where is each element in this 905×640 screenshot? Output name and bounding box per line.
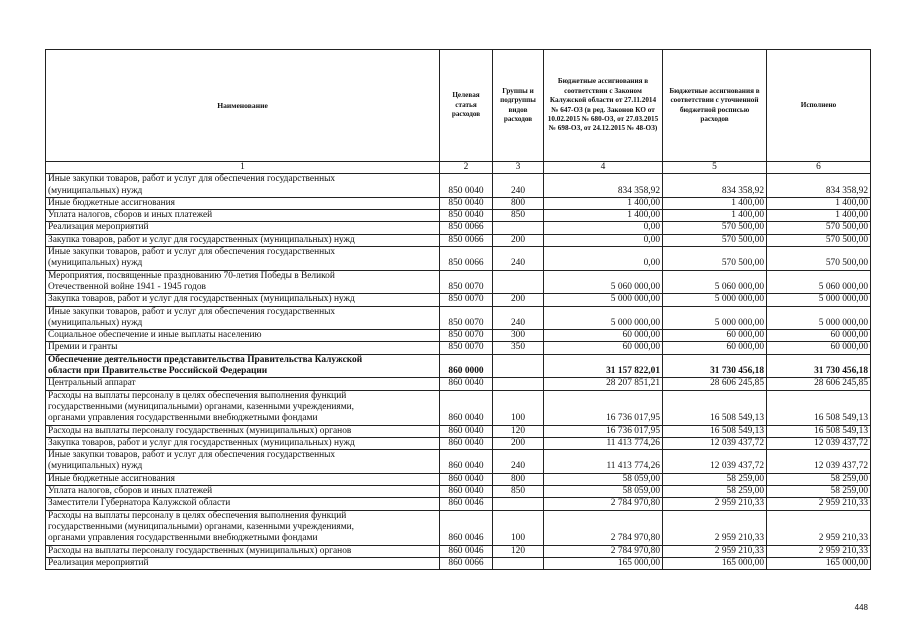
header-law-allocations: Бюджетные ассигнования в соответствии с Законом Калужской области от 27.11.2014 № 647-ОЗ (в ред. Законов КО от 10.02.2015 № 680-ОЗ, от 27.03.2015 № 698-ОЗ, от 24.12.2015 № 48-ОЗ) xyxy=(544,50,663,162)
row-law-allocation: 834 358,92 xyxy=(544,174,663,198)
row-updated-allocation: 16 508 549,13 xyxy=(663,425,767,437)
table-row xyxy=(46,222,871,234)
row-name-line: органами управления государственными внебюджетными фондами xyxy=(48,533,318,544)
table-row xyxy=(46,473,871,485)
page-number: 448 xyxy=(854,603,868,612)
row-name-line: Закупка товаров, работ и услуг для государственных (муниципальных) нужд xyxy=(48,234,355,245)
row-expense-group: 300 xyxy=(493,330,544,342)
budget-table xyxy=(45,49,871,570)
row-name-line: Расходы на выплаты персоналу в целях обеспечения выполнения функций xyxy=(48,390,347,401)
row-name xyxy=(46,486,440,498)
row-name xyxy=(46,306,440,330)
row-name xyxy=(46,270,440,294)
row-executed: 1 400,00 xyxy=(767,210,871,222)
row-target-article: 850 0040 xyxy=(440,174,493,198)
column-number: 1 xyxy=(46,162,440,174)
row-executed: 28 606 245,85 xyxy=(767,378,871,390)
row-name-line: Расходы на выплаты персоналу в целях обеспечения выполнения функций xyxy=(48,510,347,521)
row-expense-group: 850 xyxy=(493,210,544,222)
row-law-allocation: 2 784 970,80 xyxy=(544,498,663,510)
row-target-article: 860 0046 xyxy=(440,510,493,545)
row-name-line: (муниципальных) нужд xyxy=(48,185,143,196)
row-updated-allocation: 1 400,00 xyxy=(663,210,767,222)
table-row xyxy=(46,294,871,306)
table-row xyxy=(46,378,871,390)
row-law-allocation: 1 400,00 xyxy=(544,197,663,209)
row-name-line: Иные закупки товаров, работ и услуг для обеспечения государственных xyxy=(48,247,336,258)
row-name-line: Реализация мероприятий xyxy=(48,557,149,568)
table-row xyxy=(46,247,871,271)
row-target-article: 850 0070 xyxy=(440,330,493,342)
row-executed: 165 000,00 xyxy=(767,557,871,569)
row-executed: 2 959 210,33 xyxy=(767,545,871,557)
row-executed: 2 959 210,33 xyxy=(767,510,871,545)
table-row xyxy=(46,486,871,498)
row-name xyxy=(46,330,440,342)
row-updated-allocation: 834 358,92 xyxy=(663,174,767,198)
row-updated-allocation: 16 508 549,13 xyxy=(663,390,767,425)
table-row xyxy=(46,174,871,198)
header-target-article: Целевая статья расходов xyxy=(440,50,493,162)
row-updated-allocation: 570 500,00 xyxy=(663,247,767,271)
row-name xyxy=(46,545,440,557)
row-name-line: Иные бюджетные ассигнования xyxy=(48,473,175,484)
row-target-article: 860 0040 xyxy=(440,473,493,485)
row-expense-group: 240 xyxy=(493,306,544,330)
row-name-line: Уплата налогов, сборов и иных платежей xyxy=(48,210,213,221)
table-row xyxy=(46,330,871,342)
row-target-article: 850 0066 xyxy=(440,247,493,271)
row-updated-allocation: 570 500,00 xyxy=(663,222,767,234)
table-row xyxy=(46,437,871,449)
row-target-article: 850 0066 xyxy=(440,234,493,246)
row-name-line: Иные бюджетные ассигнования xyxy=(48,197,175,208)
row-executed: 2 959 210,33 xyxy=(767,498,871,510)
row-name-line: органами управления государственными внебюджетными фондами xyxy=(48,413,318,424)
table-row xyxy=(46,390,871,425)
column-number: 3 xyxy=(493,162,544,174)
row-name xyxy=(46,378,440,390)
row-expense-group: 100 xyxy=(493,510,544,545)
row-updated-allocation: 58 259,00 xyxy=(663,486,767,498)
row-name-line: Отечественной войне 1941 - 1945 годов xyxy=(48,281,206,292)
row-expense-group xyxy=(493,557,544,569)
row-law-allocation: 58 059,00 xyxy=(544,486,663,498)
row-updated-allocation: 570 500,00 xyxy=(663,234,767,246)
row-target-article: 860 0040 xyxy=(440,390,493,425)
row-executed: 5 000 000,00 xyxy=(767,306,871,330)
row-target-article: 850 0066 xyxy=(440,222,493,234)
row-law-allocation: 11 413 774,26 xyxy=(544,450,663,474)
row-target-article: 850 0070 xyxy=(440,294,493,306)
row-updated-allocation: 31 730 456,18 xyxy=(663,354,767,378)
row-law-allocation: 58 059,00 xyxy=(544,473,663,485)
row-name-line: Центральный аппарат xyxy=(48,378,136,389)
row-name xyxy=(46,450,440,474)
row-law-allocation: 5 000 000,00 xyxy=(544,306,663,330)
row-updated-allocation: 5 000 000,00 xyxy=(663,294,767,306)
row-name xyxy=(46,498,440,510)
row-expense-group xyxy=(493,498,544,510)
row-target-article: 860 0000 xyxy=(440,354,493,378)
row-executed: 58 259,00 xyxy=(767,473,871,485)
table-row xyxy=(46,210,871,222)
row-expense-group: 120 xyxy=(493,545,544,557)
row-name xyxy=(46,210,440,222)
row-expense-group: 100 xyxy=(493,390,544,425)
row-law-allocation: 2 784 970,80 xyxy=(544,545,663,557)
row-law-allocation: 5 000 000,00 xyxy=(544,294,663,306)
row-name-line: Иные закупки товаров, работ и услуг для обеспечения государственных xyxy=(48,174,336,185)
table-row xyxy=(46,270,871,294)
row-law-allocation: 0,00 xyxy=(544,222,663,234)
row-expense-group: 200 xyxy=(493,234,544,246)
row-name xyxy=(46,390,440,425)
row-name xyxy=(46,247,440,271)
row-expense-group: 240 xyxy=(493,247,544,271)
row-name-line: Закупка товаров, работ и услуг для государственных (муниципальных) нужд xyxy=(48,294,355,305)
row-name xyxy=(46,425,440,437)
row-name-line: государственными (муниципальными) органами, казенными учреждениями, xyxy=(48,401,355,412)
row-target-article: 860 0040 xyxy=(440,425,493,437)
row-name-line: Расходы на выплаты персоналу государственных (муниципальных) органов xyxy=(48,545,352,556)
row-law-allocation: 5 060 000,00 xyxy=(544,270,663,294)
row-law-allocation: 11 413 774,26 xyxy=(544,437,663,449)
row-law-allocation: 16 736 017,95 xyxy=(544,390,663,425)
row-updated-allocation: 5 000 000,00 xyxy=(663,306,767,330)
row-updated-allocation: 2 959 210,33 xyxy=(663,498,767,510)
table-row xyxy=(46,450,871,474)
header-executed: Исполнено xyxy=(767,50,871,162)
table-row xyxy=(46,510,871,545)
row-law-allocation: 60 000,00 xyxy=(544,342,663,354)
row-name-line: области при Правительстве Российской Федерации xyxy=(48,366,268,377)
header-updated-allocations: Бюджетные ассигнования в соответствии с уточненной бюджетной росписью расходов xyxy=(663,50,767,162)
row-updated-allocation: 12 039 437,72 xyxy=(663,450,767,474)
row-target-article: 850 0070 xyxy=(440,270,493,294)
row-executed: 58 259,00 xyxy=(767,486,871,498)
header-expense-groups: Группы и подгруппы видов расходов xyxy=(493,50,544,162)
row-expense-group: 350 xyxy=(493,342,544,354)
row-updated-allocation: 2 959 210,33 xyxy=(663,545,767,557)
row-executed: 570 500,00 xyxy=(767,247,871,271)
row-name xyxy=(46,294,440,306)
column-number: 2 xyxy=(440,162,493,174)
column-number: 6 xyxy=(767,162,871,174)
row-name-line: Иные закупки товаров, работ и услуг для обеспечения государственных xyxy=(48,450,336,461)
row-target-article: 850 0040 xyxy=(440,197,493,209)
row-law-allocation: 0,00 xyxy=(544,234,663,246)
row-updated-allocation: 58 259,00 xyxy=(663,473,767,485)
row-updated-allocation: 2 959 210,33 xyxy=(663,510,767,545)
row-law-allocation: 31 157 822,01 xyxy=(544,354,663,378)
row-executed: 12 039 437,72 xyxy=(767,450,871,474)
row-name xyxy=(46,557,440,569)
row-law-allocation: 1 400,00 xyxy=(544,210,663,222)
row-name-line: Обеспечение деятельности представительства Правительства Калужской xyxy=(48,354,363,365)
row-target-article: 850 0040 xyxy=(440,210,493,222)
row-expense-group xyxy=(493,378,544,390)
table-row xyxy=(46,425,871,437)
row-executed: 31 730 456,18 xyxy=(767,354,871,378)
row-name-line: Закупка товаров, работ и услуг для государственных (муниципальных) нужд xyxy=(48,437,355,448)
row-target-article: 860 0040 xyxy=(440,450,493,474)
row-name-line: государственными (муниципальными) органами, казенными учреждениями, xyxy=(48,521,355,532)
row-expense-group: 120 xyxy=(493,425,544,437)
row-name-line: (муниципальных) нужд xyxy=(48,258,143,269)
row-executed: 570 500,00 xyxy=(767,222,871,234)
row-law-allocation: 16 736 017,95 xyxy=(544,425,663,437)
table-row xyxy=(46,557,871,569)
row-expense-group: 200 xyxy=(493,437,544,449)
row-name xyxy=(46,473,440,485)
row-name xyxy=(46,510,440,545)
row-expense-group xyxy=(493,354,544,378)
row-executed: 570 500,00 xyxy=(767,234,871,246)
row-target-article: 860 0040 xyxy=(440,437,493,449)
row-expense-group: 800 xyxy=(493,197,544,209)
row-updated-allocation: 60 000,00 xyxy=(663,330,767,342)
row-name-line: Премии и гранты xyxy=(48,342,118,353)
row-executed: 12 039 437,72 xyxy=(767,437,871,449)
row-updated-allocation: 60 000,00 xyxy=(663,342,767,354)
row-expense-group xyxy=(493,270,544,294)
table-header-row xyxy=(46,50,871,162)
row-name xyxy=(46,174,440,198)
row-executed: 16 508 549,13 xyxy=(767,425,871,437)
row-executed: 5 060 000,00 xyxy=(767,270,871,294)
table-row xyxy=(46,342,871,354)
row-name xyxy=(46,342,440,354)
row-executed: 60 000,00 xyxy=(767,342,871,354)
row-updated-allocation: 12 039 437,72 xyxy=(663,437,767,449)
row-name-line: Социальное обеспечение и иные выплаты населению xyxy=(48,330,262,341)
row-name xyxy=(46,222,440,234)
row-law-allocation: 165 000,00 xyxy=(544,557,663,569)
row-expense-group xyxy=(493,222,544,234)
table-row xyxy=(46,234,871,246)
row-executed: 60 000,00 xyxy=(767,330,871,342)
row-name-line: Уплата налогов, сборов и иных платежей xyxy=(48,486,213,497)
row-expense-group: 800 xyxy=(493,473,544,485)
row-expense-group: 200 xyxy=(493,294,544,306)
column-number: 5 xyxy=(663,162,767,174)
row-target-article: 850 0070 xyxy=(440,306,493,330)
row-target-article: 860 0046 xyxy=(440,498,493,510)
table-row xyxy=(46,498,871,510)
row-updated-allocation: 165 000,00 xyxy=(663,557,767,569)
row-name-line: Реализация мероприятий xyxy=(48,222,149,233)
row-target-article: 860 0040 xyxy=(440,486,493,498)
row-expense-group: 850 xyxy=(493,486,544,498)
table-row xyxy=(46,354,871,378)
row-name xyxy=(46,234,440,246)
row-name xyxy=(46,437,440,449)
table-body xyxy=(46,174,871,570)
row-executed: 1 400,00 xyxy=(767,197,871,209)
table-row xyxy=(46,197,871,209)
row-name xyxy=(46,197,440,209)
row-name-line: (муниципальных) нужд xyxy=(48,461,143,472)
row-name-line: Расходы на выплаты персоналу государственных (муниципальных) органов xyxy=(48,425,352,436)
row-updated-allocation: 5 060 000,00 xyxy=(663,270,767,294)
row-target-article: 860 0066 xyxy=(440,557,493,569)
row-law-allocation: 28 207 851,21 xyxy=(544,378,663,390)
row-name-line: (муниципальных) нужд xyxy=(48,317,143,328)
row-law-allocation: 0,00 xyxy=(544,247,663,271)
column-number-row xyxy=(46,162,871,174)
column-number: 4 xyxy=(544,162,663,174)
row-law-allocation: 60 000,00 xyxy=(544,330,663,342)
row-executed: 834 358,92 xyxy=(767,174,871,198)
table-row xyxy=(46,306,871,330)
table-row xyxy=(46,545,871,557)
row-updated-allocation: 1 400,00 xyxy=(663,197,767,209)
row-executed: 5 000 000,00 xyxy=(767,294,871,306)
row-target-article: 860 0040 xyxy=(440,378,493,390)
row-executed: 16 508 549,13 xyxy=(767,390,871,425)
row-name-line: Иные закупки товаров, работ и услуг для обеспечения государственных xyxy=(48,306,336,317)
row-expense-group: 240 xyxy=(493,174,544,198)
row-law-allocation: 2 784 970,80 xyxy=(544,510,663,545)
row-target-article: 850 0070 xyxy=(440,342,493,354)
header-name: Наименование xyxy=(46,50,440,162)
row-name-line: Мероприятия, посвященные празднованию 70-летия Победы в Великой xyxy=(48,270,335,281)
row-target-article: 860 0046 xyxy=(440,545,493,557)
row-updated-allocation: 28 606 245,85 xyxy=(663,378,767,390)
row-name xyxy=(46,354,440,378)
row-name-line: Заместители Губернатора Калужской области xyxy=(48,498,231,509)
row-expense-group: 240 xyxy=(493,450,544,474)
